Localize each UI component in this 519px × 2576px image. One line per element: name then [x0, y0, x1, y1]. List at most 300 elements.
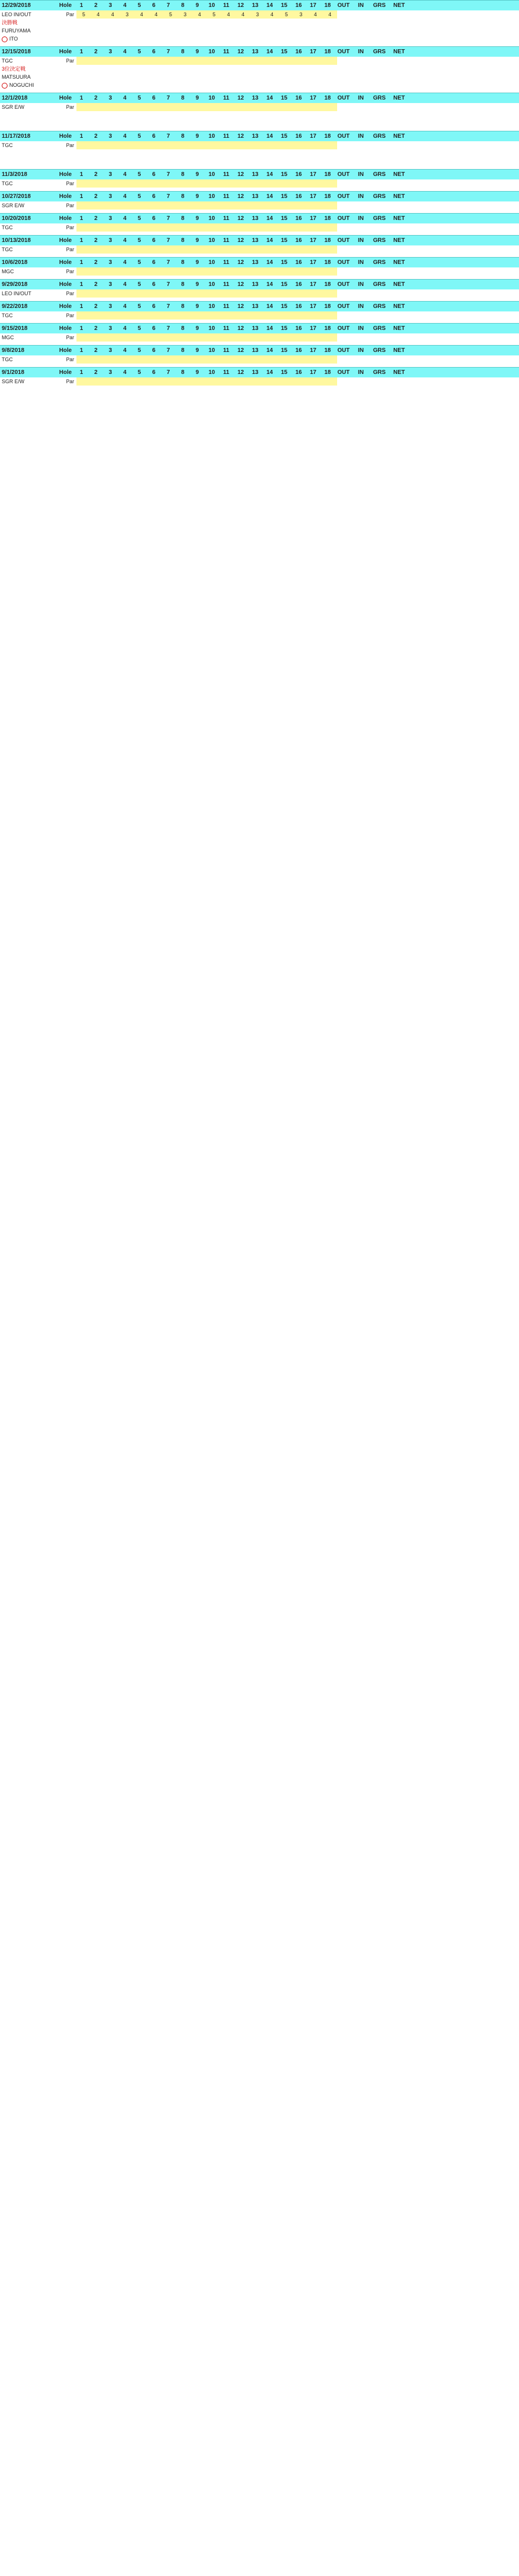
hole-score [207, 111, 221, 119]
hole-score [120, 157, 134, 166]
hole-number: 17 [309, 237, 317, 244]
par-label: Par [65, 12, 74, 17]
par-value [250, 311, 265, 320]
hole-number: 6 [152, 2, 156, 9]
match-block [0, 257, 519, 279]
hole-score [308, 35, 323, 43]
hole-number: 4 [123, 325, 127, 332]
hole-number: 11 [223, 49, 229, 55]
match-date: 10/13/2018 [2, 237, 31, 244]
hole-score [250, 27, 265, 35]
par-value [294, 267, 308, 276]
match-date: 9/8/2018 [2, 347, 24, 354]
hole-number: 5 [137, 171, 141, 178]
par-value [134, 223, 149, 232]
par-value [250, 245, 265, 254]
par-value [294, 103, 308, 111]
hole-number: 11 [223, 325, 229, 332]
par-value [236, 245, 250, 254]
hole-number: 18 [324, 303, 331, 310]
hole-score [250, 73, 265, 81]
par-value [294, 245, 308, 254]
hole-score [236, 157, 250, 166]
par-value [265, 57, 279, 65]
par-value [76, 355, 91, 364]
hole-number: 13 [251, 215, 259, 222]
hole-number: 15 [280, 193, 288, 200]
course-name: TGC [2, 142, 13, 148]
par-row [0, 141, 519, 149]
hole-number: 8 [181, 215, 185, 222]
hole-number: 8 [181, 303, 185, 310]
hole-number: 1 [79, 259, 83, 266]
par-row [0, 201, 519, 210]
par-value: 4 [236, 10, 250, 19]
hole-number: 11 [223, 95, 229, 101]
hole-label: Hole [59, 95, 72, 101]
par-row [0, 355, 519, 364]
grs-label: GRS [373, 193, 386, 200]
par-value [178, 179, 192, 188]
hole-label: Hole [59, 259, 72, 266]
hole-number: 16 [295, 193, 302, 200]
hole-number: 5 [137, 369, 141, 376]
hole-number: 5 [137, 347, 141, 354]
par-value [105, 311, 120, 320]
hole-number: 1 [79, 369, 83, 376]
par-value [76, 103, 91, 111]
par-value [279, 103, 294, 111]
par-value [192, 289, 207, 298]
hole-score [105, 27, 120, 35]
hole-score [91, 149, 105, 157]
hole-number: 12 [237, 369, 244, 376]
in-label: IN [358, 259, 364, 266]
hole-score [120, 81, 134, 89]
hole-number: 8 [181, 347, 185, 354]
par-value [105, 201, 120, 210]
hole-score [120, 27, 134, 35]
grs-label: GRS [373, 325, 386, 332]
hole-number: 11 [223, 237, 229, 244]
match-date: 9/15/2018 [2, 325, 28, 332]
par-value [236, 179, 250, 188]
par-value [105, 333, 120, 342]
hole-number: 7 [166, 215, 170, 222]
par-label: Par [65, 104, 74, 110]
net-score [392, 27, 411, 35]
hole-number: 6 [152, 133, 156, 140]
hole-score [294, 157, 308, 166]
out-score [337, 157, 354, 166]
par-value [308, 57, 323, 65]
hole-number: 10 [208, 2, 215, 9]
match-date: 12/15/2018 [2, 49, 31, 55]
hole-number: 3 [108, 133, 112, 140]
par-value [91, 103, 105, 111]
hole-score [236, 111, 250, 119]
hole-number: 16 [295, 2, 302, 9]
par-label: Par [65, 203, 74, 208]
player-row [0, 149, 519, 157]
par-value [308, 141, 323, 149]
hole-score [120, 73, 134, 81]
hole-score [207, 157, 221, 166]
par-value [279, 333, 294, 342]
hole-number: 2 [94, 281, 98, 288]
hole-score [323, 157, 337, 166]
par-value [221, 289, 236, 298]
net-label: NET [393, 193, 405, 200]
par-value [134, 377, 149, 386]
par-value [250, 179, 265, 188]
hole-number: 15 [280, 171, 288, 178]
hole-number: 15 [280, 49, 288, 55]
par-value [323, 57, 337, 65]
handicap [57, 73, 76, 81]
par-value [323, 245, 337, 254]
in-score [354, 81, 372, 89]
hole-score [279, 119, 294, 127]
hole-number: 11 [223, 347, 229, 354]
hole-number: 18 [324, 259, 331, 266]
match-date: 9/29/2018 [2, 281, 28, 288]
hole-number: 16 [295, 325, 302, 332]
hole-number: 11 [223, 133, 229, 140]
par-value [265, 103, 279, 111]
hole-number: 10 [208, 347, 215, 354]
hole-number: 17 [309, 49, 317, 55]
par-value [221, 223, 236, 232]
par-value: 3 [178, 10, 192, 19]
hole-score [323, 111, 337, 119]
course-name: MGC [2, 269, 14, 274]
hole-label: Hole [59, 49, 72, 55]
hole-number: 2 [94, 259, 98, 266]
hole-label: Hole [59, 325, 72, 332]
match-block [0, 279, 519, 301]
net-score [392, 81, 411, 89]
hole-number: 7 [166, 133, 170, 140]
match-result [411, 149, 434, 157]
hole-number: 14 [266, 259, 273, 266]
out-label: OUT [337, 133, 350, 140]
hole-score [163, 149, 178, 157]
par-value [279, 289, 294, 298]
par-value [323, 201, 337, 210]
hole-number: 12 [237, 2, 244, 9]
par-value [178, 333, 192, 342]
par-value [192, 333, 207, 342]
hole-score [294, 111, 308, 119]
hole-score [308, 111, 323, 119]
hole-number: 16 [295, 347, 302, 354]
hole-score [294, 149, 308, 157]
hole-number: 9 [195, 2, 199, 9]
hole-number: 5 [137, 133, 141, 140]
gross-score [372, 157, 392, 166]
par-value [294, 141, 308, 149]
hole-number: 8 [181, 49, 185, 55]
hole-number: 3 [108, 215, 112, 222]
net-label: NET [393, 49, 405, 55]
hole-score [91, 81, 105, 89]
hole-number: 9 [195, 171, 199, 178]
hole-number: 8 [181, 259, 185, 266]
grs-label: GRS [373, 347, 386, 354]
hole-number: 15 [280, 2, 288, 9]
hole-number: 14 [266, 49, 273, 55]
hole-score [178, 35, 192, 43]
player-name: MATSUURA [2, 74, 31, 80]
hole-score [207, 119, 221, 127]
hole-score [265, 73, 279, 81]
hole-number: 9 [195, 303, 199, 310]
player-row [0, 81, 519, 89]
par-value [192, 267, 207, 276]
hole-score [120, 111, 134, 119]
grs-label: GRS [373, 133, 386, 140]
hole-score [236, 119, 250, 127]
par-value: 3 [294, 10, 308, 19]
match-header [0, 131, 519, 141]
par-value [149, 355, 163, 364]
hole-number: 2 [94, 95, 98, 101]
par-value [91, 223, 105, 232]
hole-number: 3 [108, 2, 112, 9]
par-value [221, 179, 236, 188]
in-label: IN [358, 347, 364, 354]
par-value [163, 57, 178, 65]
par-value [308, 179, 323, 188]
par-value [76, 179, 91, 188]
par-value [323, 179, 337, 188]
hole-number: 18 [324, 281, 331, 288]
hole-score [76, 157, 91, 166]
hole-number: 6 [152, 215, 156, 222]
par-value [279, 377, 294, 386]
hole-number: 4 [123, 281, 127, 288]
handicap [57, 157, 76, 166]
hole-number: 13 [251, 171, 259, 178]
par-row [0, 179, 519, 188]
hole-number: 7 [166, 347, 170, 354]
hole-number: 4 [123, 171, 127, 178]
net-score [392, 119, 411, 127]
par-value [236, 333, 250, 342]
hole-score [134, 149, 149, 157]
match-block [0, 0, 519, 46]
hole-score [178, 73, 192, 81]
par-value [323, 333, 337, 342]
par-value [323, 223, 337, 232]
hole-label: Hole [59, 215, 72, 222]
match-header [0, 323, 519, 333]
match-header [0, 169, 519, 179]
par-value [294, 223, 308, 232]
par-value [120, 377, 134, 386]
par-value [323, 377, 337, 386]
hole-number: 5 [137, 303, 141, 310]
hole-number: 5 [137, 215, 141, 222]
par-value [265, 333, 279, 342]
hole-score [221, 111, 236, 119]
player-row [0, 27, 519, 35]
par-value [163, 289, 178, 298]
hole-number: 12 [237, 325, 244, 332]
par-value [308, 311, 323, 320]
hole-score [221, 27, 236, 35]
par-value [279, 141, 294, 149]
handicap [57, 111, 76, 119]
par-value [178, 141, 192, 149]
hole-score [134, 119, 149, 127]
hole-number: 10 [208, 95, 215, 101]
out-score [337, 27, 354, 35]
hole-score [178, 149, 192, 157]
hole-number: 7 [166, 281, 170, 288]
hole-number: 12 [237, 237, 244, 244]
hole-score [323, 27, 337, 35]
net-label: NET [393, 259, 405, 266]
hole-number: 10 [208, 259, 215, 266]
hole-score [221, 73, 236, 81]
par-value: 4 [134, 10, 149, 19]
hole-number: 3 [108, 49, 112, 55]
hole-number: 3 [108, 259, 112, 266]
par-row [0, 57, 519, 65]
in-score [354, 111, 372, 119]
hole-number: 14 [266, 325, 273, 332]
par-value [178, 289, 192, 298]
hole-score [178, 157, 192, 166]
out-label: OUT [337, 171, 350, 178]
hole-score [163, 27, 178, 35]
match-date: 11/3/2018 [2, 171, 27, 178]
hole-number: 16 [295, 303, 302, 310]
hole-number: 14 [266, 171, 273, 178]
out-label: OUT [337, 369, 350, 376]
par-value: 4 [192, 10, 207, 19]
hole-score [105, 73, 120, 81]
hole-score [279, 35, 294, 43]
hole-number: 11 [223, 193, 229, 200]
par-value [134, 179, 149, 188]
hole-number: 2 [94, 303, 98, 310]
hole-number: 11 [223, 369, 229, 376]
hole-number: 3 [108, 171, 112, 178]
hole-number: 15 [280, 303, 288, 310]
hole-score [120, 149, 134, 157]
par-value [178, 377, 192, 386]
hole-number: 18 [324, 171, 331, 178]
par-value [149, 333, 163, 342]
hole-score [105, 149, 120, 157]
hole-number: 13 [251, 259, 259, 266]
grs-label: GRS [373, 215, 386, 222]
hole-number: 1 [79, 347, 83, 354]
par-value [323, 289, 337, 298]
hole-score [207, 81, 221, 89]
hole-number: 8 [181, 193, 185, 200]
par-value [192, 201, 207, 210]
in-label: IN [358, 171, 364, 178]
par-value [134, 245, 149, 254]
hole-number: 1 [79, 281, 83, 288]
hole-score [149, 27, 163, 35]
hole-score [76, 81, 91, 89]
hole-score [207, 35, 221, 43]
hole-number: 2 [94, 369, 98, 376]
par-row [0, 10, 519, 19]
hole-score [221, 119, 236, 127]
par-value [308, 289, 323, 298]
par-value [120, 267, 134, 276]
par-value [105, 355, 120, 364]
par-value [149, 179, 163, 188]
hole-number: 5 [137, 281, 141, 288]
par-value [134, 311, 149, 320]
par-value [192, 223, 207, 232]
hole-number: 6 [152, 281, 156, 288]
par-value [120, 201, 134, 210]
hole-number: 17 [309, 95, 317, 101]
match-date: 10/20/2018 [2, 215, 31, 222]
hole-number: 13 [251, 2, 259, 9]
par-value [192, 377, 207, 386]
hole-score [163, 111, 178, 119]
par-value [178, 311, 192, 320]
par-value [178, 103, 192, 111]
par-value [221, 245, 236, 254]
in-label: IN [358, 49, 364, 55]
par-value [76, 201, 91, 210]
net-label: NET [393, 281, 405, 288]
par-value [207, 201, 221, 210]
match-header [0, 0, 519, 10]
hole-score [134, 111, 149, 119]
hole-number: 11 [223, 303, 229, 310]
in-label: IN [358, 281, 364, 288]
out-label: OUT [337, 193, 350, 200]
hole-number: 10 [208, 49, 215, 55]
hole-number: 17 [309, 259, 317, 266]
hole-number: 7 [166, 193, 170, 200]
hole-number: 4 [123, 369, 127, 376]
hole-score [149, 81, 163, 89]
in-score [354, 149, 372, 157]
hole-score [163, 81, 178, 89]
hole-score [192, 157, 207, 166]
hole-label: Hole [59, 281, 72, 288]
hole-number: 3 [108, 193, 112, 200]
hole-number: 14 [266, 237, 273, 244]
hole-score [279, 157, 294, 166]
out-label: OUT [337, 237, 350, 244]
player-row [0, 35, 519, 43]
par-value [265, 245, 279, 254]
par-row [0, 103, 519, 111]
hole-number: 14 [266, 369, 273, 376]
net-label: NET [393, 95, 405, 101]
net-label: NET [393, 237, 405, 244]
match-date: 9/1/2018 [2, 369, 24, 376]
net-label: NET [393, 303, 405, 310]
hole-number: 5 [137, 95, 141, 101]
par-value [120, 355, 134, 364]
hole-score [294, 35, 308, 43]
hole-number: 14 [266, 2, 273, 9]
